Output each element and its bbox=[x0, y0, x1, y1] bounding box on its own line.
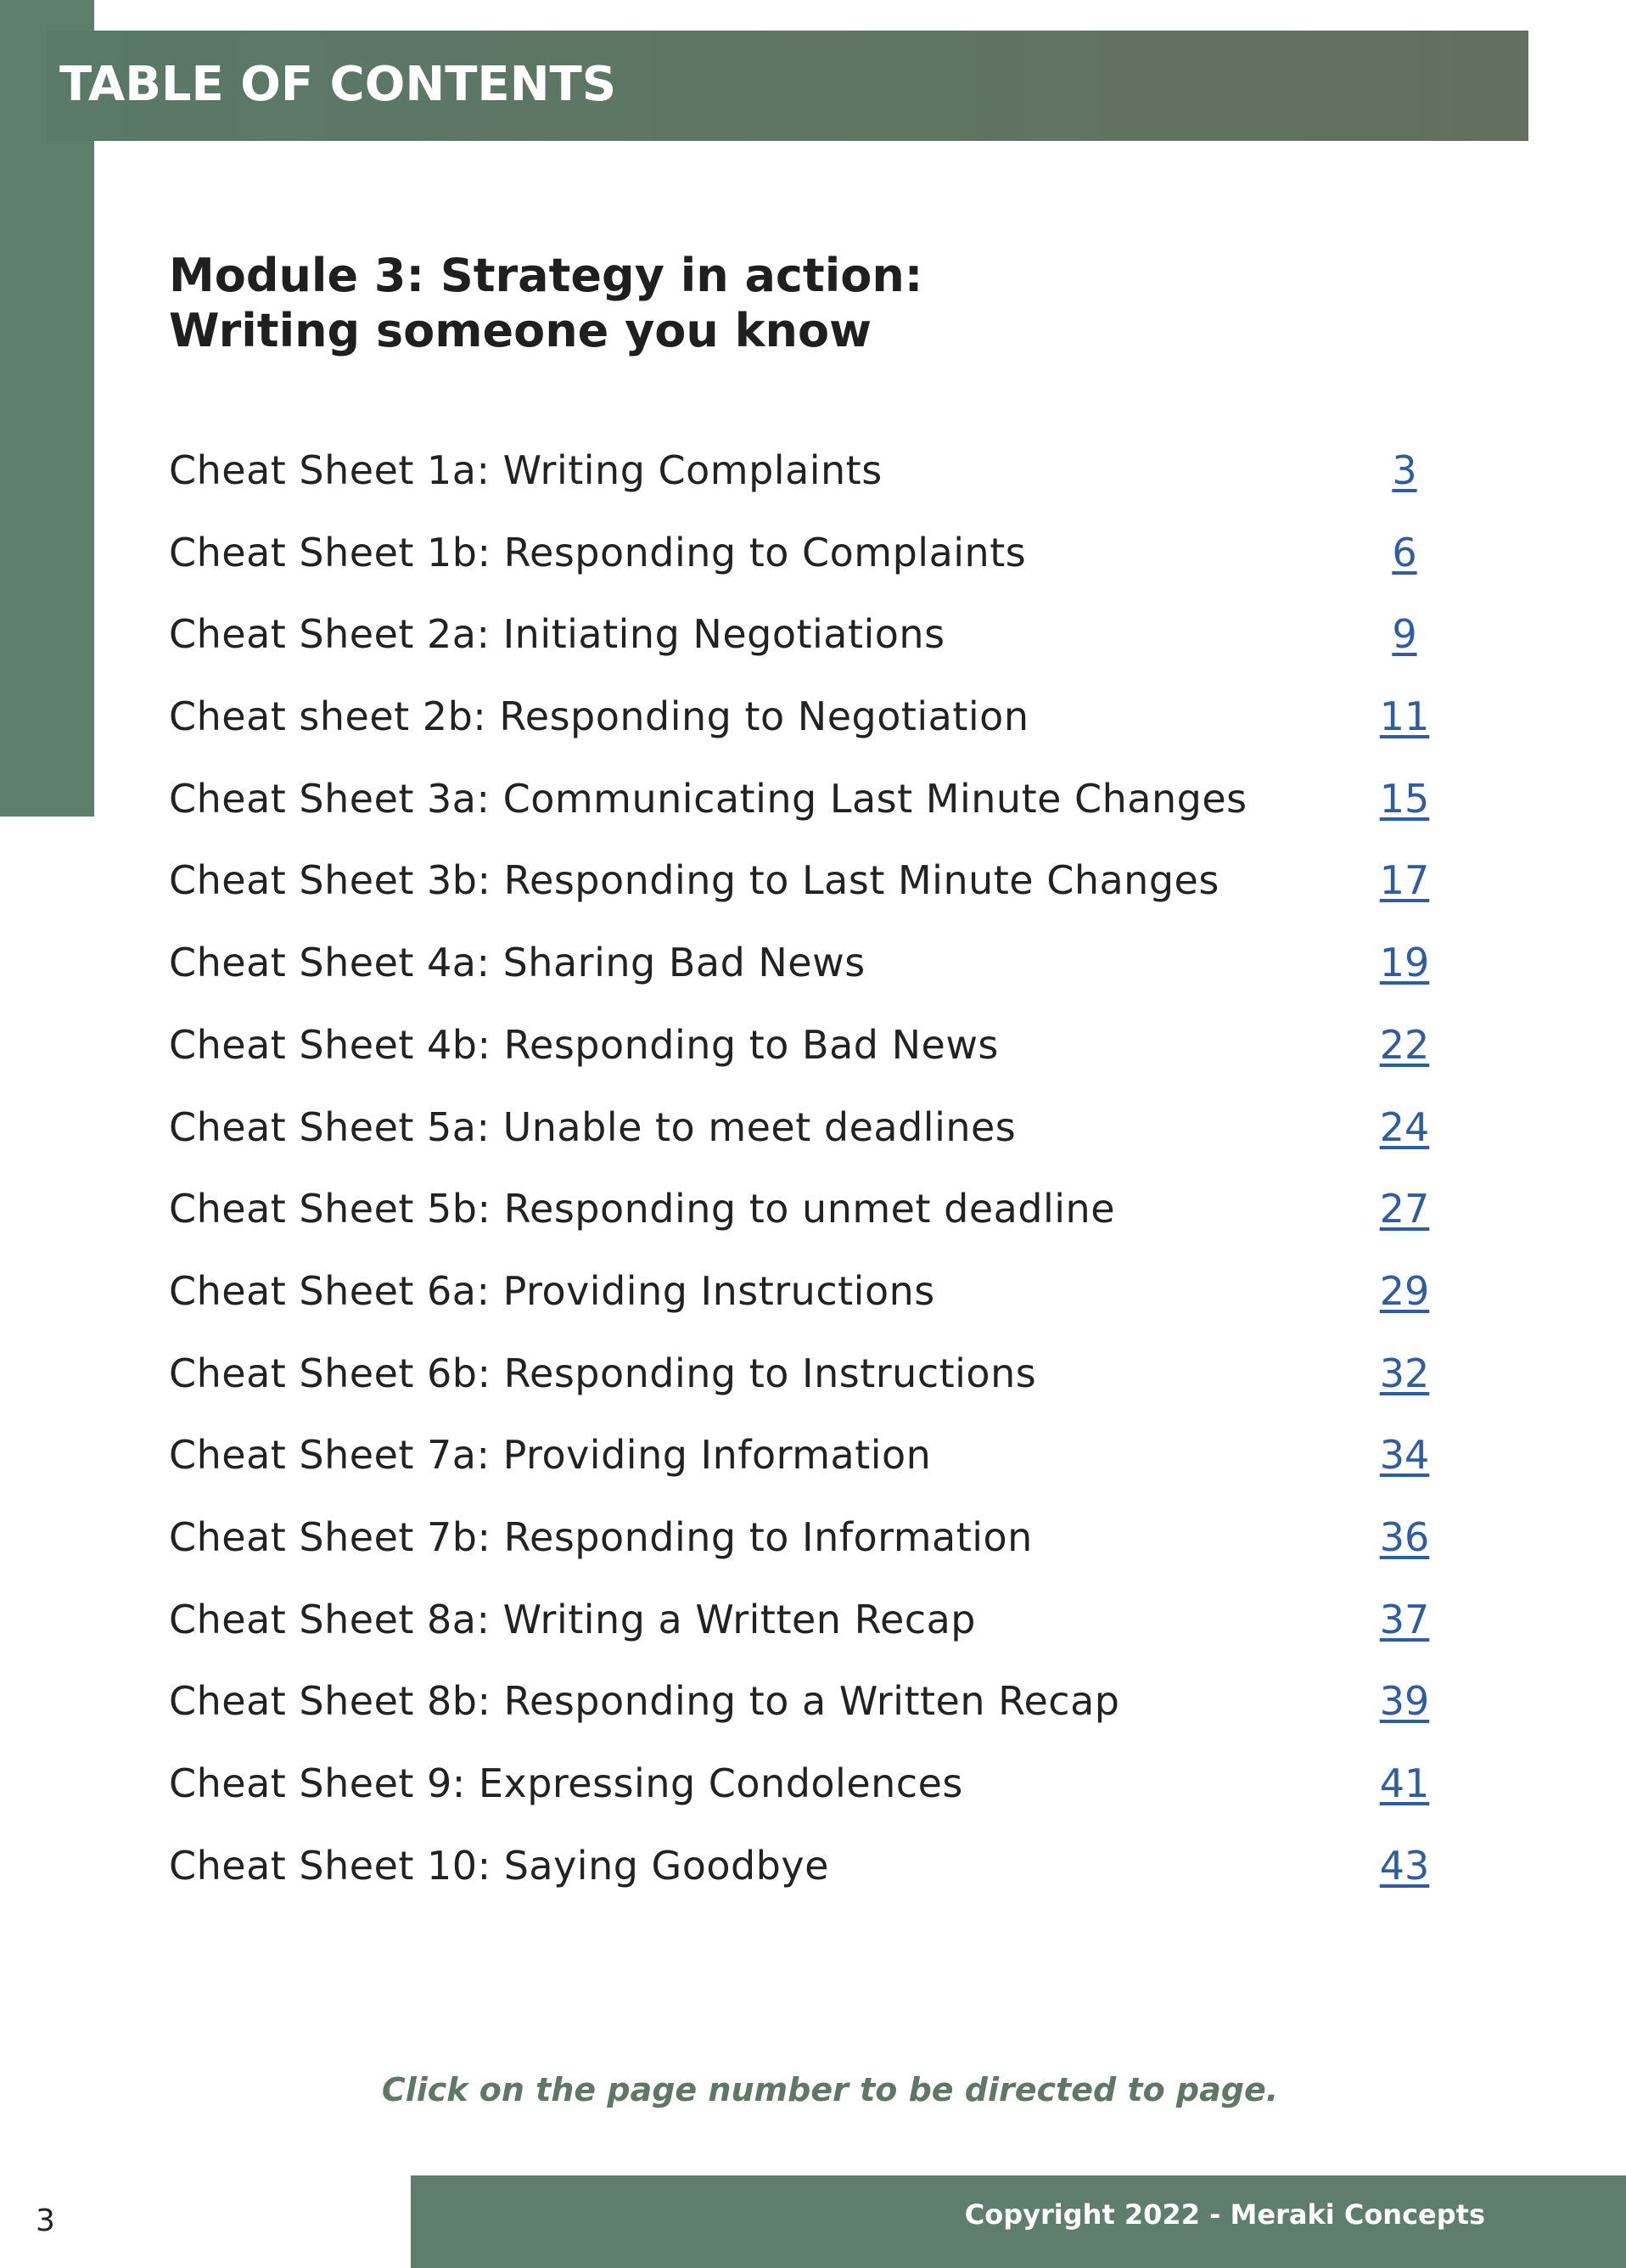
toc-entry bbox=[169, 1004, 1442, 1086]
toc-page-link[interactable]: 17 bbox=[1379, 857, 1430, 904]
toc-page-link[interactable]: 39 bbox=[1379, 1678, 1430, 1725]
toc-entry-label: Cheat Sheet 4b: Responding to Bad News bbox=[169, 1021, 999, 1068]
toc-entry-label: Cheat Sheet 7a: Providing Information bbox=[169, 1432, 932, 1479]
toc-page-link[interactable]: 41 bbox=[1379, 1760, 1430, 1806]
toc-page-link[interactable]: 36 bbox=[1379, 1513, 1430, 1560]
toc-entry-label: Cheat Sheet 4a: Sharing Bad News bbox=[169, 940, 866, 986]
toc-entry-label: Cheat Sheet 7b: Responding to Information bbox=[169, 1513, 1033, 1560]
toc-list bbox=[169, 429, 1442, 1906]
toc-entry-label: Cheat Sheet 1a: Writing Complaints bbox=[169, 447, 883, 493]
toc-page-link[interactable]: 24 bbox=[1379, 1103, 1430, 1150]
toc-page-link[interactable]: 11 bbox=[1379, 693, 1430, 740]
module-title-line-1: Module 3: Strategy in action: bbox=[169, 249, 923, 302]
module-title bbox=[169, 248, 1357, 358]
toc-page-link[interactable]: 34 bbox=[1379, 1432, 1430, 1479]
toc-entry bbox=[169, 1743, 1442, 1825]
toc-entry-label: Cheat sheet 2b: Responding to Negotiation bbox=[169, 693, 1029, 740]
toc-entry-label: Cheat Sheet 6a: Providing Instructions bbox=[169, 1267, 935, 1314]
toc-entry bbox=[169, 1825, 1442, 1907]
module-title-line-2: Writing someone you know bbox=[169, 304, 872, 357]
toc-page-link[interactable]: 15 bbox=[1379, 775, 1430, 822]
toc-entry bbox=[169, 593, 1442, 676]
toc-page-link[interactable]: 37 bbox=[1379, 1596, 1430, 1642]
toc-entry-label: Cheat Sheet 8b: Responding to a Written Recap bbox=[169, 1678, 1120, 1725]
toc-entry bbox=[169, 1250, 1442, 1333]
toc-entry bbox=[169, 758, 1442, 840]
toc-entry-label: Cheat Sheet 10: Saying Goodbye bbox=[169, 1842, 829, 1889]
toc-entry bbox=[169, 1168, 1442, 1250]
copyright-notice: Copyright 2022 - Meraki Concepts bbox=[964, 2198, 1485, 2231]
toc-page-link[interactable]: 43 bbox=[1379, 1842, 1430, 1889]
toc-entry bbox=[169, 1086, 1442, 1169]
toc-page-link[interactable]: 27 bbox=[1379, 1186, 1430, 1232]
toc-entry-label: Cheat Sheet 3a: Communicating Last Minute Changes bbox=[169, 775, 1248, 822]
toc-page-link[interactable]: 6 bbox=[1392, 529, 1417, 575]
navigation-instruction: Click on the page number to be directed to page. bbox=[381, 2071, 1279, 2108]
toc-entry bbox=[169, 1333, 1442, 1415]
toc-entry bbox=[169, 512, 1442, 594]
toc-page-link[interactable]: 22 bbox=[1379, 1021, 1430, 1068]
toc-page-link[interactable]: 19 bbox=[1379, 940, 1430, 986]
toc-entry bbox=[169, 676, 1442, 758]
toc-entry bbox=[169, 839, 1442, 922]
toc-entry bbox=[169, 922, 1442, 1004]
toc-page-link[interactable]: 9 bbox=[1392, 611, 1417, 658]
toc-page-link[interactable]: 32 bbox=[1379, 1350, 1430, 1396]
header-banner bbox=[47, 31, 1528, 141]
toc-entry bbox=[169, 429, 1442, 512]
toc-entry bbox=[169, 1660, 1442, 1743]
toc-entry-label: Cheat Sheet 3b: Responding to Last Minute Changes bbox=[169, 857, 1220, 904]
toc-entry-label: Cheat Sheet 5a: Unable to meet deadlines bbox=[169, 1103, 1017, 1150]
toc-entry-label: Cheat Sheet 5b: Responding to unmet deadline bbox=[169, 1186, 1116, 1232]
toc-entry bbox=[169, 1579, 1442, 1661]
toc-page-link[interactable]: 3 bbox=[1392, 447, 1417, 493]
toc-entry-label: Cheat Sheet 2a: Initiating Negotiations bbox=[169, 611, 945, 658]
toc-entry bbox=[169, 1414, 1442, 1496]
toc-entry-label: Cheat Sheet 6b: Responding to Instructions bbox=[169, 1350, 1037, 1396]
toc-entry bbox=[169, 1496, 1442, 1579]
page-title: TABLE OF CONTENTS bbox=[59, 56, 617, 112]
toc-entry-label: Cheat Sheet 8a: Writing a Written Recap bbox=[169, 1596, 976, 1642]
toc-page-link[interactable]: 29 bbox=[1379, 1267, 1430, 1314]
footer-banner bbox=[411, 2175, 1626, 2268]
toc-entry-label: Cheat Sheet 9: Expressing Condolences bbox=[169, 1760, 963, 1806]
toc-entry-label: Cheat Sheet 1b: Responding to Complaints bbox=[169, 529, 1027, 575]
page-number: 3 bbox=[36, 2203, 55, 2238]
